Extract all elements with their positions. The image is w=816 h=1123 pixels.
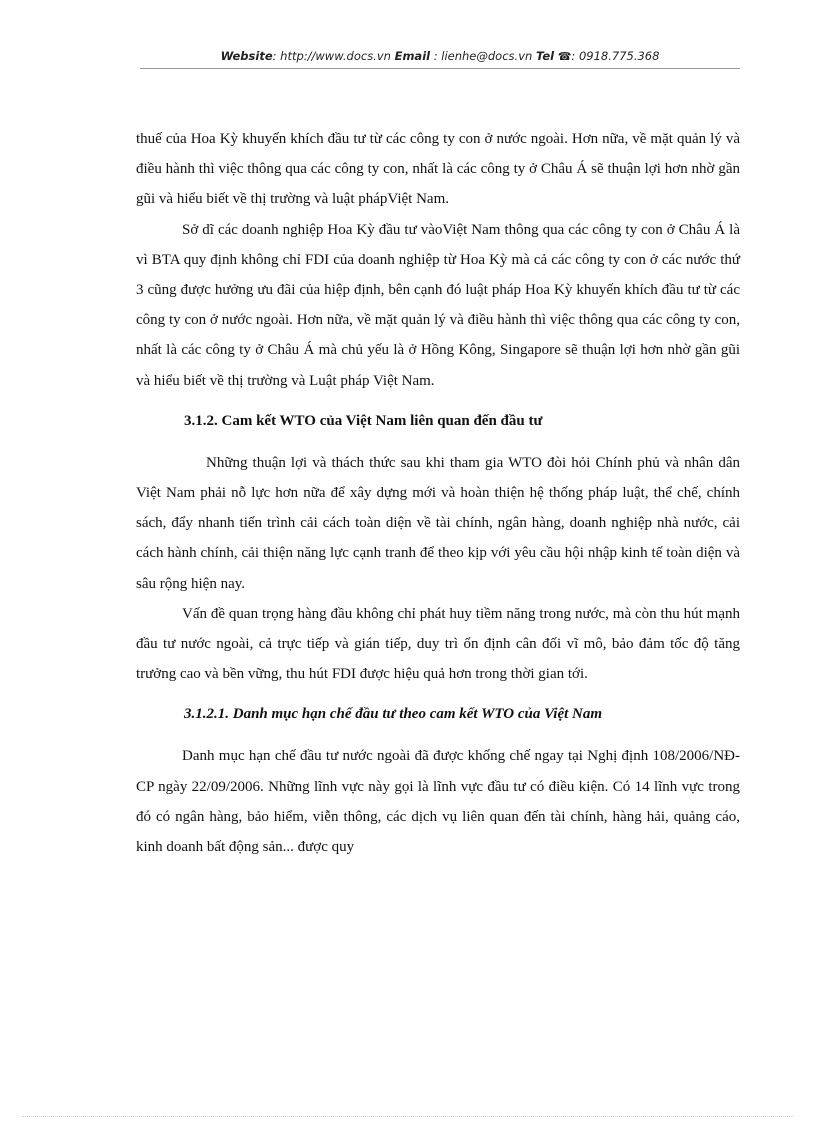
paragraph-bta: Sở dĩ các doanh nghiệp Hoa Kỳ đầu tư vàoViệt Nam thông qua các công ty con ở Châu Á là vì BTA quy định không chỉ FDI của doanh nghiệp từ Hoa Kỳ mà cả các công ty con ở các nước thứ 3 cũng được hưởng ưu đãi của hiệp định, bên cạnh đó luật pháp Hoa Kỳ khuyến khích đầu tư từ các công ty con ở nước ngoài. Hơn nữa, về mặt quản lý và điều hành thì việc thông qua các công ty con, nhất là các công ty ở Châu Á mà chủ yếu là ở Hồng Kông, Singapore sẽ thuận lợi hơn nhờ gần gũi và hiểu biết về thị trường và Luật pháp Việt Nam. [136,221,740,389]
section-heading-3-1-2: 3.1.2. Cam kết WTO của Việt Nam liên quan đến đầu tư [184,412,543,429]
paragraph-priorities: Vấn đề quan trọng hàng đầu không chỉ phát huy tiềm năng trong nước, mà còn thu hút mạnh đầu tư nước ngoài, cả trực tiếp và gián tiếp, duy trì ổn định cân đối vĩ mô, bảo đảm tốc độ tăng trưởng cao và bền vững, thu hút FDI được hiệu quả hơn trong thời gian tới. [136,605,740,683]
email-address[interactable]: : lienhe@docs.vn [433,49,533,63]
document-body [136,124,740,862]
website-url[interactable]: : http://www.docs.vn [272,49,391,63]
tel-label: Tel [535,49,555,63]
email-label: Email [394,49,431,63]
subsection-heading-3-1-2-1: 3.1.2.1. Danh mục hạn chế đầu tư theo cam kết WTO của Việt Nam [184,706,603,723]
paragraph-restricted-list: Danh mục hạn chế đầu tư nước ngoài đã được khống chế ngay tại Nghị định 108/2006/NĐ-CP ngày 22/09/2006. Những lĩnh vực này gọi là lĩnh vực đầu tư có điều kiện. Có 14 lĩnh vực trong đó có ngân hàng, bảo hiểm, viễn thông, các dịch vụ liên quan đến tài chính, hàng hải, quảng cáo, kinh doanh bất động sản... được quy [136,748,740,856]
page-bottom-border [22,1116,794,1117]
website-label: Website [220,49,273,63]
paragraph-continued: thuế của Hoa Kỳ khuyến khích đầu tư từ các công ty con ở nước ngoài. Hơn nữa, về mặt quản lý và điều hành thì việc thông qua các công ty con, nhất là các công ty ở Châu Á sẽ thuận lợi hơn nhờ gần gũi và hiểu biết về thị trường và luật phápViệt Nam. [136,131,740,208]
page-header [140,46,740,69]
paragraph-wto-challenges: Những thuận lợi và thách thức sau khi tham gia WTO đòi hỏi Chính phủ và nhân dân Việt Nam phải nỗ lực hơn nữa để xây dựng mới và hoàn thiện hệ thống pháp luật, thể chế, chính sách, đẩy nhanh tiến trình cải cách toàn diện về tài chính, ngân hàng, doanh nghiệp nhà nước, cải cách hành chính, cải thiện năng lực cạnh tranh để theo kịp với yêu cầu hội nhập kinh tế toàn diện và sâu rộng hiện nay. [136,454,740,592]
phone-icon: ☎ [557,50,572,63]
tel-number: : 0918.775.368 [571,49,660,63]
